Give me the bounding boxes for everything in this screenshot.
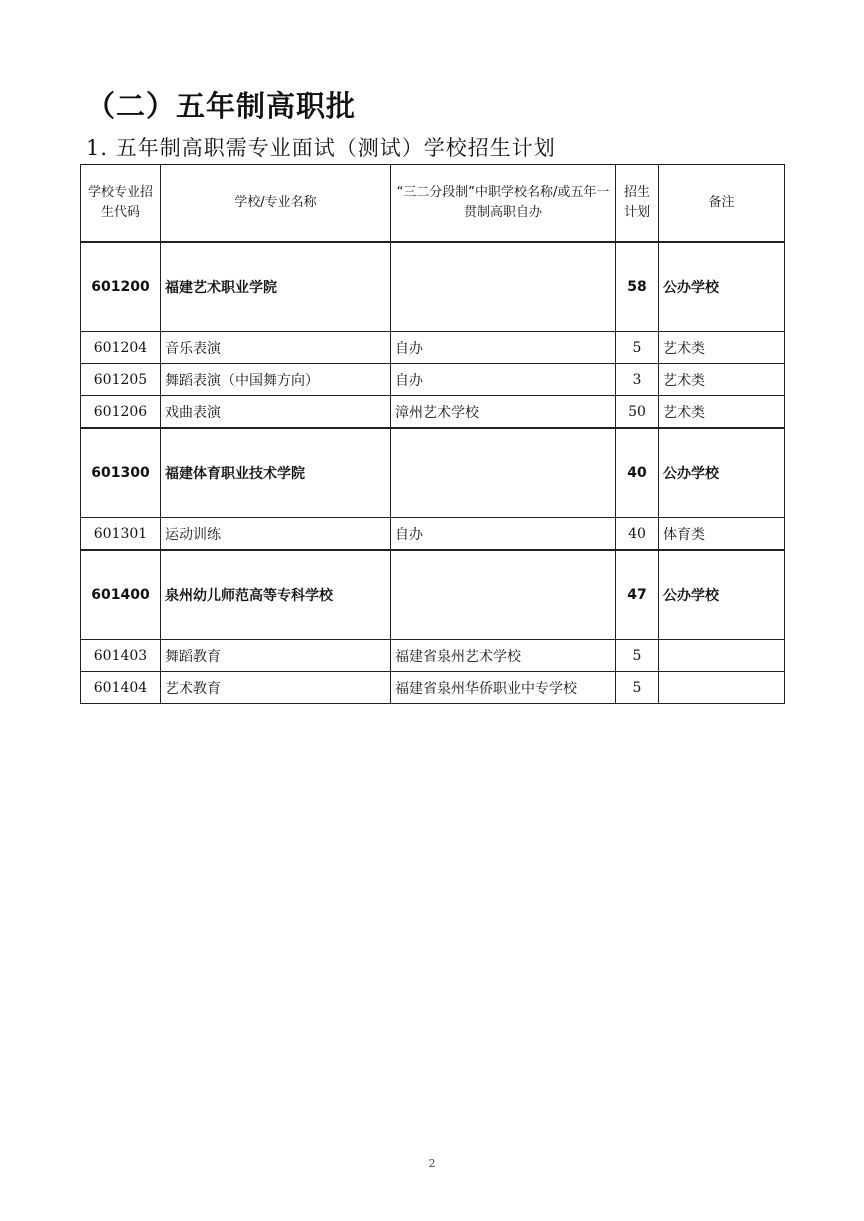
cell-name: 舞蹈表演（中国舞方向） bbox=[161, 364, 391, 396]
cell-name: 舞蹈教育 bbox=[161, 640, 391, 672]
page-number: 2 bbox=[428, 1157, 436, 1170]
cell-code: 601205 bbox=[81, 364, 161, 396]
cell-partner: 自办 bbox=[391, 518, 616, 551]
cell-note: 公办学校 bbox=[659, 550, 785, 640]
table-header-row bbox=[81, 165, 785, 243]
cell-note: 公办学校 bbox=[659, 242, 785, 332]
cell-count: 40 bbox=[616, 428, 659, 518]
cell-count: 50 bbox=[616, 396, 659, 429]
cell-code: 601300 bbox=[81, 428, 161, 518]
cell-code: 601204 bbox=[81, 332, 161, 364]
cell-name: 戏曲表演 bbox=[161, 396, 391, 429]
header-count: 招生计划 bbox=[616, 165, 659, 243]
cell-partner: 漳州艺术学校 bbox=[391, 396, 616, 429]
cell-count: 58 bbox=[616, 242, 659, 332]
section-heading: （二）五年制高职批 bbox=[86, 89, 357, 123]
cell-count: 5 bbox=[616, 332, 659, 364]
cell-note: 艺术类 bbox=[659, 364, 785, 396]
school-row bbox=[81, 242, 785, 332]
cell-count: 5 bbox=[616, 672, 659, 704]
major-row bbox=[81, 396, 785, 429]
header-code: 学校专业招生代码 bbox=[81, 165, 161, 243]
cell-partner: 福建省泉州华侨职业中专学校 bbox=[391, 672, 616, 704]
school-row bbox=[81, 550, 785, 640]
cell-count: 40 bbox=[616, 518, 659, 551]
cell-code: 601403 bbox=[81, 640, 161, 672]
cell-name: 音乐表演 bbox=[161, 332, 391, 364]
cell-note: 体育类 bbox=[659, 518, 785, 551]
cell-code: 601206 bbox=[81, 396, 161, 429]
header-partner: “三二分段制”中职学校名称/或五年一贯制高职自办 bbox=[391, 165, 616, 243]
school-row bbox=[81, 428, 785, 518]
cell-note: 艺术类 bbox=[659, 332, 785, 364]
cell-code: 601404 bbox=[81, 672, 161, 704]
cell-code: 601200 bbox=[81, 242, 161, 332]
cell-code: 601400 bbox=[81, 550, 161, 640]
cell-note: 公办学校 bbox=[659, 428, 785, 518]
major-row bbox=[81, 672, 785, 704]
cell-count: 5 bbox=[616, 640, 659, 672]
table-title: 1. 五年制高职需专业面试（测试）学校招生计划 bbox=[86, 136, 556, 160]
cell-partner bbox=[391, 550, 616, 640]
cell-partner bbox=[391, 428, 616, 518]
major-row bbox=[81, 518, 785, 551]
cell-partner: 自办 bbox=[391, 364, 616, 396]
cell-name: 福建体育职业技术学院 bbox=[161, 428, 391, 518]
cell-note: 艺术类 bbox=[659, 396, 785, 429]
cell-count: 47 bbox=[616, 550, 659, 640]
cell-partner bbox=[391, 242, 616, 332]
header-name: 学校/专业名称 bbox=[161, 165, 391, 243]
enrollment-plan-table bbox=[80, 164, 785, 704]
major-row bbox=[81, 640, 785, 672]
cell-partner: 自办 bbox=[391, 332, 616, 364]
cell-partner: 福建省泉州艺术学校 bbox=[391, 640, 616, 672]
cell-name: 福建艺术职业学院 bbox=[161, 242, 391, 332]
cell-name: 泉州幼儿师范高等专科学校 bbox=[161, 550, 391, 640]
header-note: 备注 bbox=[659, 165, 785, 243]
major-row bbox=[81, 332, 785, 364]
cell-code: 601301 bbox=[81, 518, 161, 551]
major-row bbox=[81, 364, 785, 396]
cell-name: 艺术教育 bbox=[161, 672, 391, 704]
cell-note bbox=[659, 672, 785, 704]
cell-count: 3 bbox=[616, 364, 659, 396]
cell-name: 运动训练 bbox=[161, 518, 391, 551]
cell-note bbox=[659, 640, 785, 672]
table-body bbox=[81, 242, 785, 704]
